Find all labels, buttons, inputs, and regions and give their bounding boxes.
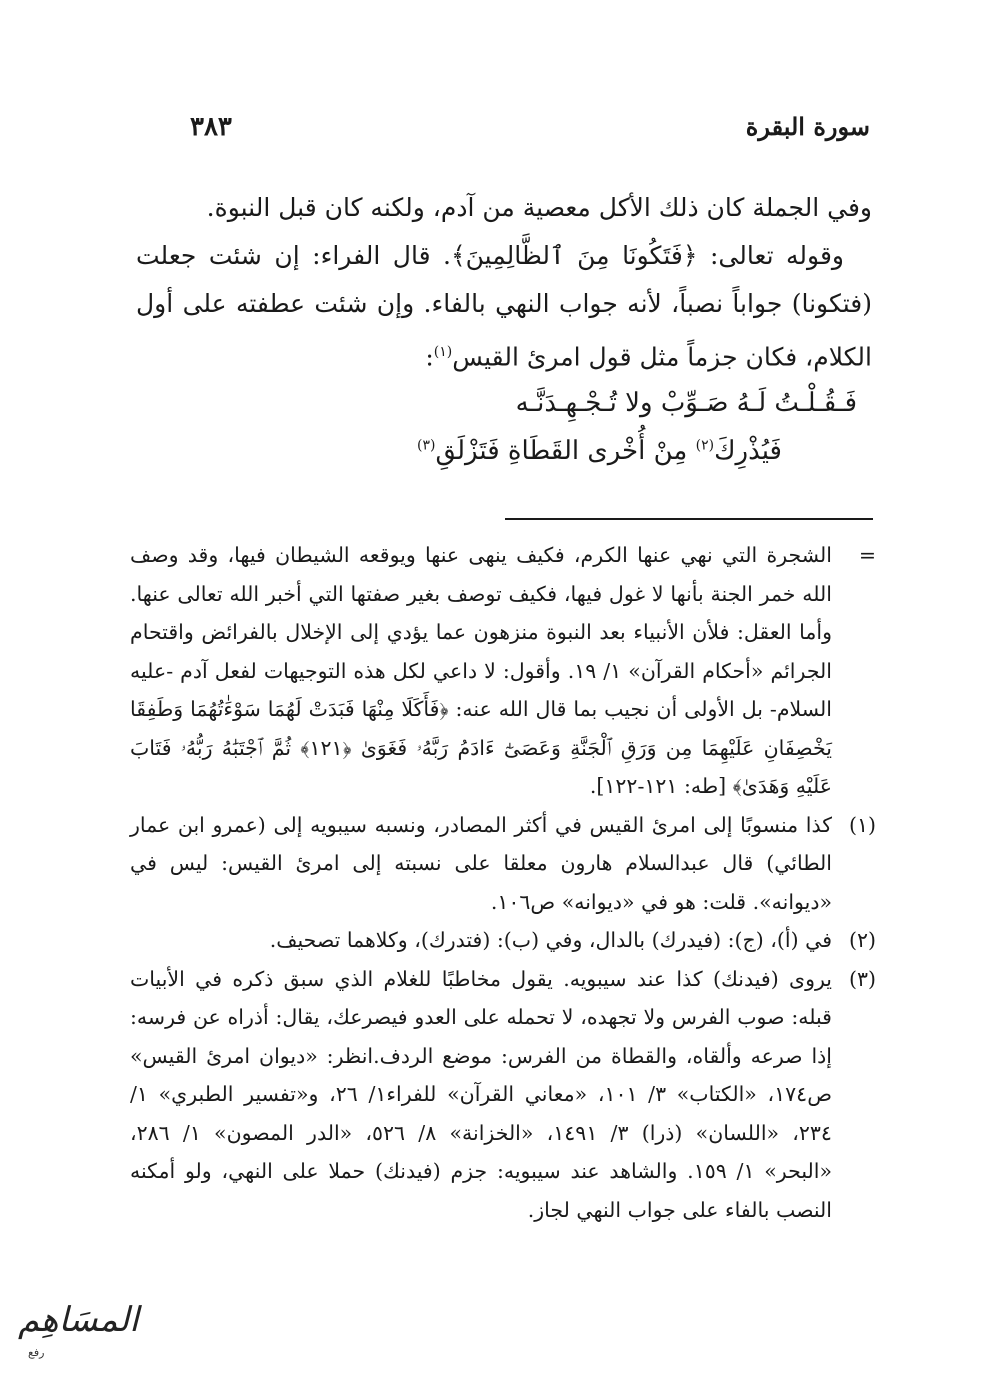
page-number: ٣٨٣ [190,112,232,142]
footnote-divider [505,518,873,520]
poetry-verse-1 [200,388,872,418]
para2-intro: وقوله تعالى: [697,241,844,270]
verse-1-text: فَـقُـلْـتُ لَـهُ صَـوِّبْ ولا تُـجْـهِـدَنَّـه [515,388,857,418]
footnote-1 [130,806,876,922]
footnote-mark: = [858,543,876,567]
footnote-ref-2: (٢) [695,437,715,454]
footnotes [130,536,876,1229]
surah-title: سورة البقرة [745,112,870,141]
footnote-mark: (٣) [848,966,876,991]
publisher-logo [8,1292,158,1372]
para2-colon: : [425,342,434,372]
main-line-1-text: وفي الجملة كان ذلك الأكل معصية من آدم، ولكنه كان قبل النبوة. [206,193,872,222]
poetry-verse-2 [200,436,872,466]
main-line-1 [136,184,872,232]
verse-2-part-a: فَيُذْرِكَ [714,436,782,466]
para2-body: . قال الفراء: إن شئت جعلت (فتكونا) جواباً نصباً، لأنه جواب النهي بالفاء. وإن شئت عطفته على أول الكلام، فكان جزماً مثل قول امرئ القيس [136,241,872,372]
quran-quote: ﴿فَتَكُونَا مِنَ ٱلظَّالِمِينَ﴾ [450,241,698,270]
logo-subtext: رفع [28,1346,45,1359]
main-text [136,184,872,381]
page-header [190,112,870,152]
footnote-continued [130,536,876,806]
footnote-3 [130,960,876,1230]
footnote-mark: (٢) [848,928,876,952]
footnote-text: في (أ)، (ج): (فيدرك) بالدال، وفي (ب): (فتدرك)، وكلاهما تصحيف. [269,928,832,952]
footnote-ref-1: (١) [433,344,453,360]
footnote-text: كذا منسوبًا إلى امرئ القيس في أكثر المصادر، ونسبه سيبويه إلى (عمرو ابن عمار الطائي) قال عبدالسلام هارون معلقا على نسبته إلى امرئ القيس: ليس في «ديوانه». قلت: هو في «ديوانه» ص١٠٦. [130,812,832,914]
footnote-mark: (١) [848,812,876,837]
footnote-2 [130,921,876,960]
logo-text: المسَاهِم [18,1300,139,1340]
main-paragraph-2 [136,232,872,381]
footnote-text: يروى (فيدنك) كذا عند سيبويه. يقول مخاطبًا للغلام الذي سبق ذكره في الأبيات قبله: صوب الفرس ولا تجهده، لا تحمله على العدو فيصرعك، يقال: أذراه عن فرسه: إذا صرعه وألقاه، والقطاة من الفرس: موضع الردف.انظر: «ديوان امرئ القيس» ص١٧٤، «الكتاب» ٣/ ١٠١، «معاني القرآن» للفراء١/ ٢٦، و«تفسير الطبري» ١/ ٢٣٤، «اللسان» (ذرا) ٣/ ١٤٩١، «الخزانة» ٨/ ٥٢٦، «الدر المصون» ١/ ٢٨٦، «البحر» ١/ ١٥٩. والشاهد عند سيبويه: جزم (فيدنك) حملا على النهي، ولو أمكنه النصب بالفاء على جواب النهي لجاز. [130,966,832,1222]
footnote-ref-3: (٣) [416,437,436,454]
verse-2-part-b: مِنْ أُخْرى القَطَاةِ فَتَزْلَقِ [435,436,696,466]
footnote-text: الشجرة التي نهي عنها الكرم، فكيف ينهى عنها ويوقعه الشيطان فيها، وقد وصف الله خمر الجنة بأنها لا غول فيها، فكيف توصف بغير صفتها التي أخبر الله تعالى عنها. وأما العقل: فلأن الأنبياء بعد النبوة منزهون عما يؤدي إلى الإخلال بالفرائض واقتحام الجرائم «أحكام القرآن» ١/ ١٩. وأقول: لا داعي لكل هذه التوجيهات لفعل آدم -عليه السلام- بل الأولى أن نجيب بما قال الله عنه: ﴿فَأَكَلَا مِنْهَا فَبَدَتْ لَهُمَا سَوْءَٰتُهُمَا وَطَفِقَا يَخْصِفَانِ عَلَيْهِمَا مِن وَرَقِ ٱلْجَنَّةِ وَعَصَىٰٓ ءَادَمُ رَبَّهُۥ فَغَوَىٰ ﴿١٢١﴾ ثُمَّ ٱجْتَبَٰهُ رَبُّهُۥ فَتَابَ عَلَيْهِ وَهَدَىٰ﴾ [طه: ١٢١-١٢٢]. [130,543,832,798]
